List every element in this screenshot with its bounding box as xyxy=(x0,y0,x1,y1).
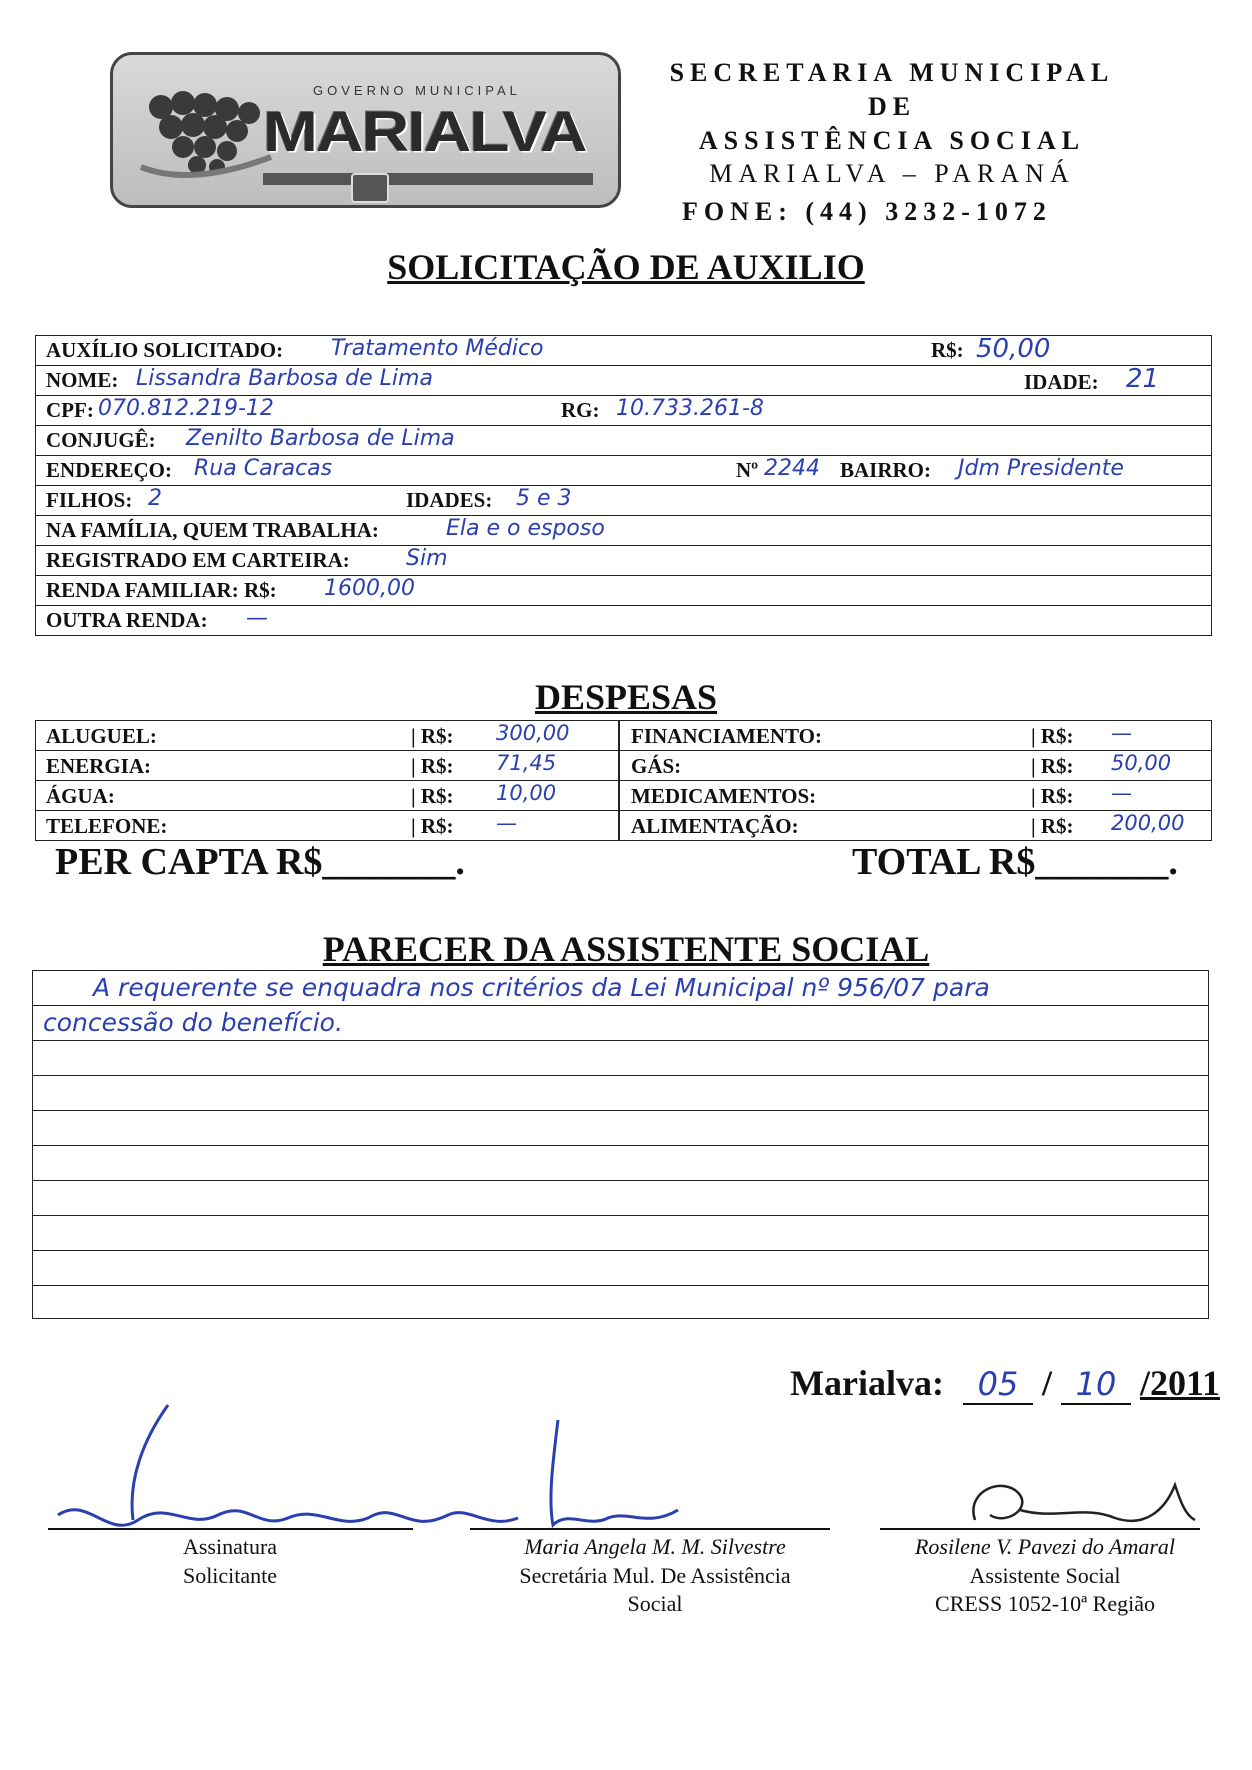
parecer-line[interactable] xyxy=(33,1181,1208,1216)
expenses-table xyxy=(35,720,1212,841)
idades-label: IDADES: xyxy=(406,488,493,512)
agency-line-1: SECRETARIA MUNICIPAL xyxy=(669,58,1115,87)
agency-line-3: ASSISTÊNCIA SOCIAL xyxy=(698,125,1086,155)
parecer-title: PARECER DA ASSISTENTE SOCIAL xyxy=(322,929,930,969)
expense-left-rs-label: | R$: xyxy=(411,784,454,808)
parecer-line[interactable] xyxy=(33,1286,1208,1320)
endereco-value[interactable]: Rua Caracas xyxy=(194,456,333,481)
document-title: SOLICITAÇÃO DE AUXILIO xyxy=(387,247,865,287)
row-conjuge xyxy=(36,426,1211,456)
expense-right-rs-label: | R$: xyxy=(1031,784,1074,808)
agency-line-4: MARIALVA – PARANÁ xyxy=(709,159,1075,189)
numero-label: Nº xyxy=(736,458,759,482)
city-seal-icon xyxy=(351,173,389,203)
trabalha-value[interactable]: Ela e o esposo xyxy=(446,516,605,541)
conjuge-label: CONJUGÊ: xyxy=(46,428,156,452)
parecer-line[interactable] xyxy=(33,1076,1208,1111)
row-auxilio xyxy=(36,336,1211,366)
agency-header xyxy=(612,56,1172,229)
renda-value[interactable]: 1600,00 xyxy=(324,576,415,601)
expense-left-label: TELEFONE: xyxy=(46,814,168,838)
parecer-line[interactable] xyxy=(33,1111,1208,1146)
applicant-info-table xyxy=(35,335,1212,636)
date-month[interactable]: 10 xyxy=(1061,1365,1131,1405)
expense-right-value[interactable]: — xyxy=(1111,781,1132,805)
marialva-logo xyxy=(110,52,621,208)
signature-secretary-role-1: Secretária Mul. De Assistência xyxy=(519,1562,791,1588)
expense-row xyxy=(36,751,1211,781)
expense-left-value[interactable]: — xyxy=(496,811,517,835)
signature-social-worker-role-2: CRESS 1052-10ª Região xyxy=(935,1591,1155,1617)
despesas-title: DESPESAS xyxy=(534,677,718,717)
rg-value[interactable]: 10.733.261-8 xyxy=(616,396,764,421)
expense-left-rs-label: | R$: xyxy=(411,724,454,748)
row-trabalha xyxy=(36,516,1211,546)
signature-applicant-role: Solicitante xyxy=(182,1562,278,1588)
rg-label: RG: xyxy=(561,398,600,422)
date-sep: / xyxy=(1041,1363,1052,1403)
expense-right-value[interactable]: 200,00 xyxy=(1111,811,1185,835)
signature-applicant xyxy=(130,1533,330,1590)
parecer-line[interactable] xyxy=(33,1006,1208,1041)
expense-right-label: FINANCIAMENTO: xyxy=(631,724,822,748)
signature-social-worker-name: Rosilene V. Pavezi do Amaral xyxy=(914,1534,1176,1559)
agency-line-2: DE xyxy=(867,91,917,121)
expense-right-rs-label: | R$: xyxy=(1031,724,1074,748)
logo-name: MARIALVA xyxy=(263,99,586,163)
parecer-line[interactable] xyxy=(33,971,1208,1006)
row-outra-renda xyxy=(36,606,1211,635)
signature-secretary xyxy=(470,1533,840,1619)
row-filhos xyxy=(36,486,1211,516)
expense-right-label: MEDICAMENTOS: xyxy=(631,784,817,808)
logo-strip xyxy=(263,173,593,185)
date-place: Marialva: xyxy=(790,1363,944,1403)
signature-secretary-role-2: Social xyxy=(627,1591,683,1617)
row-nome xyxy=(36,366,1211,396)
auxilio-label: AUXÍLIO SOLICITADO: xyxy=(46,338,284,362)
signature-secretary-name: Maria Angela M. M. Silvestre xyxy=(524,1534,786,1559)
endereco-label: ENDEREÇO: xyxy=(46,458,173,482)
filhos-label: FILHOS: xyxy=(46,488,133,512)
expense-left-rs-label: | R$: xyxy=(411,754,454,778)
agency-phone: FONE: (44) 3232-1072 xyxy=(682,197,1052,227)
logo-top-text: GOVERNO MUNICIPAL xyxy=(313,83,521,98)
renda-label: RENDA FAMILIAR: R$: xyxy=(46,578,277,602)
idades-value[interactable]: 5 e 3 xyxy=(516,486,572,511)
bairro-value[interactable]: Jdm Presidente xyxy=(958,456,1124,481)
expense-left-label: ÁGUA: xyxy=(46,784,115,808)
expense-left-value[interactable]: 10,00 xyxy=(496,781,557,805)
expense-left-rs-label: | R$: xyxy=(411,814,454,838)
trabalha-label: NA FAMÍLIA, QUEM TRABALHA: xyxy=(46,518,379,542)
rs-value[interactable]: 50,00 xyxy=(976,334,1051,364)
filhos-value[interactable]: 2 xyxy=(148,486,162,511)
expense-row xyxy=(36,781,1211,811)
parecer-text-2: concessão do benefício. xyxy=(43,1008,343,1037)
signature-social-worker xyxy=(865,1533,1225,1619)
row-renda xyxy=(36,576,1211,606)
parecer-line[interactable] xyxy=(33,1216,1208,1251)
grapes-icon xyxy=(131,77,281,182)
parecer-lines xyxy=(32,970,1209,1319)
total: TOTAL R$_______. xyxy=(852,841,1178,883)
parecer-line[interactable] xyxy=(33,1251,1208,1286)
cpf-value[interactable]: 070.812.219-12 xyxy=(98,396,274,421)
expense-right-value[interactable]: — xyxy=(1111,721,1132,745)
outra-renda-label: OUTRA RENDA: xyxy=(46,608,208,632)
nome-value[interactable]: Lissandra Barbosa de Lima xyxy=(136,366,433,391)
expense-row xyxy=(36,811,1211,840)
conjuge-value[interactable]: Zenilto Barbosa de Lima xyxy=(186,426,455,451)
date-year: /2011 xyxy=(1139,1363,1220,1403)
numero-value[interactable]: 2244 xyxy=(764,456,820,481)
expense-right-rs-label: | R$: xyxy=(1031,814,1074,838)
date-line xyxy=(790,1362,1220,1405)
per-capta: PER CAPTA R$_______. xyxy=(55,841,465,883)
parecer-line[interactable] xyxy=(33,1146,1208,1181)
date-day[interactable]: 05 xyxy=(963,1365,1033,1405)
carteira-value[interactable]: Sim xyxy=(406,546,448,571)
signature-line-secretary xyxy=(470,1528,830,1530)
parecer-line[interactable] xyxy=(33,1041,1208,1076)
nome-label: NOME: xyxy=(46,368,119,392)
signature-line-applicant xyxy=(48,1528,413,1530)
bairro-label: BAIRRO: xyxy=(840,458,932,482)
expense-left-value[interactable]: 71,45 xyxy=(496,751,557,775)
row-cpf xyxy=(36,396,1211,426)
expense-left-label: ALUGUEL: xyxy=(46,724,157,748)
idade-label: IDADE: xyxy=(1024,370,1099,394)
expense-right-label: ALIMENTAÇÃO: xyxy=(631,814,799,838)
row-carteira xyxy=(36,546,1211,576)
expense-right-label: GÁS: xyxy=(631,754,682,778)
rs-label: R$: xyxy=(931,338,964,362)
parecer-text-1: A requerente se enquadra nos critérios da Lei Municipal nº 956/07 para xyxy=(93,973,990,1002)
expense-left-value[interactable]: 300,00 xyxy=(496,721,570,745)
carteira-label: REGISTRADO EM CARTEIRA: xyxy=(46,548,350,572)
expense-left-label: ENERGIA: xyxy=(46,754,152,778)
social-worker-signature xyxy=(885,1470,1205,1530)
expense-right-value[interactable]: 50,00 xyxy=(1111,751,1172,775)
cpf-label: CPF: xyxy=(46,398,94,422)
idade-value[interactable]: 21 xyxy=(1126,364,1160,394)
expense-row xyxy=(36,721,1211,751)
row-endereco xyxy=(36,456,1211,486)
signature-social-worker-role-1: Assistente Social xyxy=(969,1562,1121,1588)
signature-applicant-title: Assinatura xyxy=(182,1534,278,1559)
outra-renda-value[interactable]: — xyxy=(246,606,268,631)
auxilio-value[interactable]: Tratamento Médico xyxy=(331,336,544,361)
expense-right-rs-label: | R$: xyxy=(1031,754,1074,778)
